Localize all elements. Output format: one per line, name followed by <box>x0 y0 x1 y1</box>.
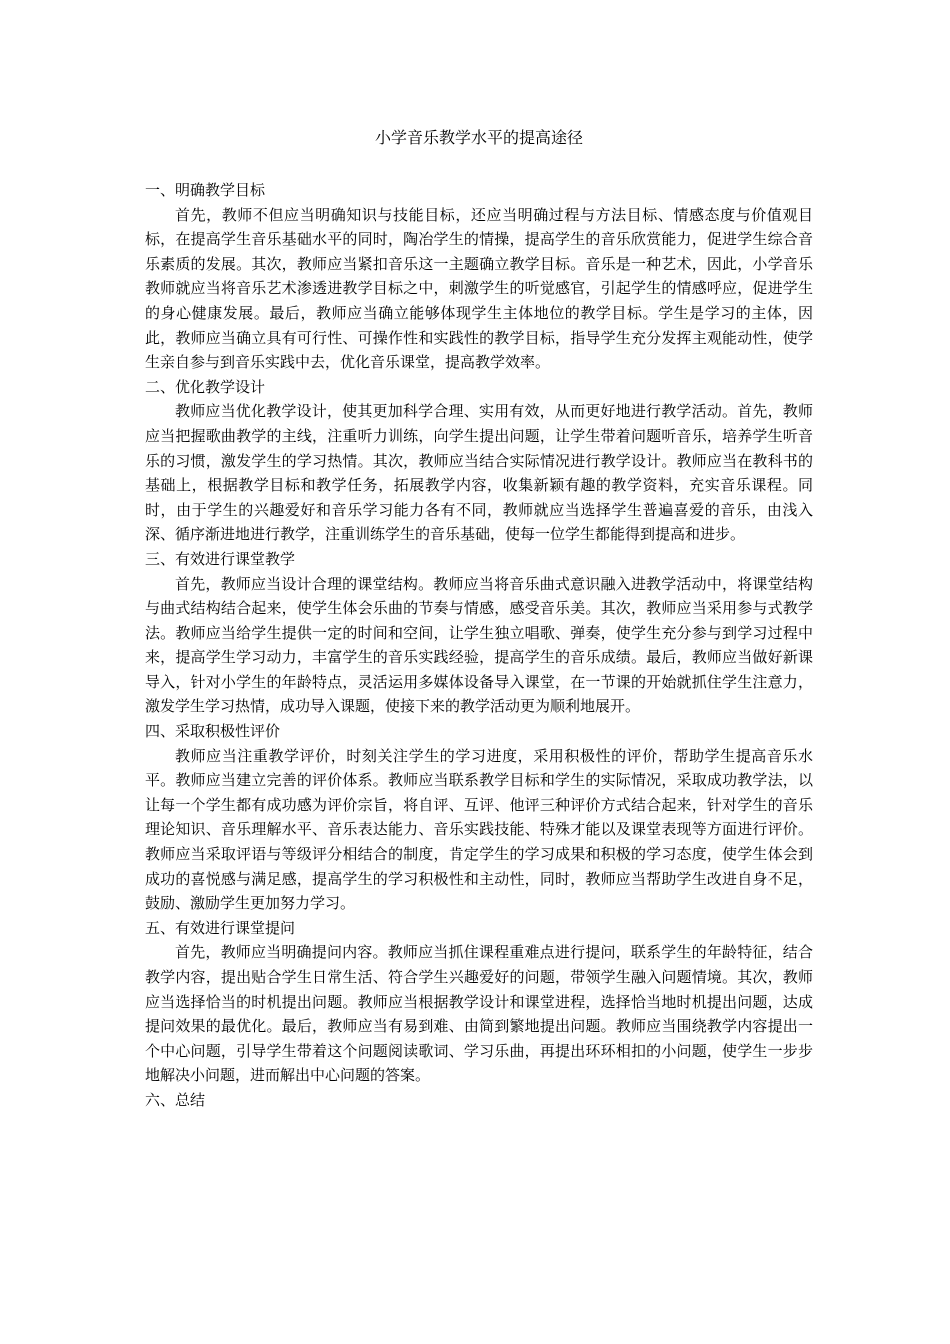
section-paragraph: 教师应当优化教学设计，使其更加科学合理、实用有效，从而更好地进行教学活动。首先，教师应当把握歌曲教学的主线，注重听力训练，向学生提出问题，让学生带着问题听音乐，培养学生听音乐的习惯，激发学生的学习热情。其次，教师应当结合实际情况进行教学设计。教师应当在教科书的基础上，根据教学目标和教学任务，拓展教学内容，收集新颖有趣的教学资料，充实音乐课程。同时，由于学生的兴趣爱好和音乐学习能力各有不同，教师就应当选择学生普遍喜爱的音乐，由浅入深、循序渐进地进行教学，注重训练学生的音乐基础，使每一位学生都能得到提高和进步。 <box>145 402 813 544</box>
section-heading: 二、优化教学设计 <box>145 377 266 396</box>
section-heading: 四、采取积极性评价 <box>145 722 281 741</box>
section-paragraph: 首先，教师应当设计合理的课堂结构。教师应当将音乐曲式意识融入进教学活动中，将课堂结构与曲式结构结合起来，使学生体会乐曲的节奏与情感，感受音乐美。其次，教师应当采用参与式教学法。教师应当给学生提供一定的时间和空间，让学生独立唱歌、弹奏，使学生充分参与到学习过程中来，提高学生学习动力，丰富学生的音乐实践经验，提高学生的音乐成绩。最后，教师应当做好新课导入，针对小学生的年龄特点，灵活运用多媒体设备导入课堂，在一节课的开始就抓住学生注意力，激发学生学习热情，成功导入课题，使接下来的教学活动更为顺利地展开。 <box>145 574 813 716</box>
section-6 <box>145 1088 813 1113</box>
section-5 <box>145 916 813 1088</box>
section-paragraph: 教师应当注重教学评价，时刻关注学生的学习进度，采用积极性的评价，帮助学生提高音乐水平。教师应当建立完善的评价体系。教师应当联系教学目标和学生的实际情况，采取成功教学法，以让每一个学生都有成功感为评价宗旨，将自评、互评、他评三种评价方式结合起来，针对学生的音乐理论知识、音乐理解水平、音乐表达能力、音乐实践技能、特殊才能以及课堂表现等方面进行评价。教师应当采取评语与等级评分相结合的制度，肯定学生的学习成果和积极的学习态度，使学生体会到成功的喜悦感与满足感，提高学生的学习积极性和主动性，同时，教师应当帮助学生改进自身不足，鼓励、激励学生更加努力学习。 <box>145 746 813 913</box>
section-heading: 一、明确教学目标 <box>145 181 266 199</box>
section-4 <box>145 719 813 916</box>
section-heading: 五、有效进行课堂提问 <box>145 918 296 937</box>
section-heading: 三、有效进行课堂教学 <box>145 549 296 568</box>
section-heading: 六、总结 <box>145 1090 206 1109</box>
section-3 <box>145 547 813 719</box>
section-paragraph: 首先，教师不但应当明确知识与技能目标，还应当明确过程与方法目标、情感态度与价值观目标，在提高学生音乐基础水平的同时，陶冶学生的情操，提高学生的音乐欣赏能力，促进学生综合音乐素质的发展。其次，教师应当紧扣音乐这一主题确立教学目标。音乐是一种艺术，因此，小学音乐教师就应当将音乐艺术渗透进教学目标之中，刺激学生的听觉感官，引起学生的情感呼应，促进学生的身心健康发展。最后，教师应当确立能够体现学生主体地位的教学目标。学生是学习的主体，因此，教师应当确立具有可行性、可操作性和实践性的教学目标，指导学生充分发挥主观能动性，使学生亲自参与到音乐实践中去，优化音乐课堂，提高教学效率。 <box>145 205 813 372</box>
section-2 <box>145 375 813 547</box>
document-page <box>145 126 813 1113</box>
section-paragraph: 首先，教师应当明确提问内容。教师应当抓住课程重难点进行提问，联系学生的年龄特征，结合教学内容，提出贴合学生日常生活、符合学生兴趣爱好的问题，带领学生融入问题情境。其次，教师应当选择恰当的时机提出问题。教师应当根据教学设计和课堂进程，选择恰当地时机提出问题，达成提问效果的最优化。最后，教师应当有易到难、由简到繁地提出问题。教师应当围绕教学内容提出一个中心问题，引导学生带着这个问题阅读歌词、学习乐曲，再提出环环相扣的小问题，使学生一步步地解决小问题，进而解出中心问题的答案。 <box>145 943 813 1085</box>
section-1 <box>145 178 813 375</box>
document-title: 小学音乐教学水平的提高途径 <box>374 128 583 147</box>
